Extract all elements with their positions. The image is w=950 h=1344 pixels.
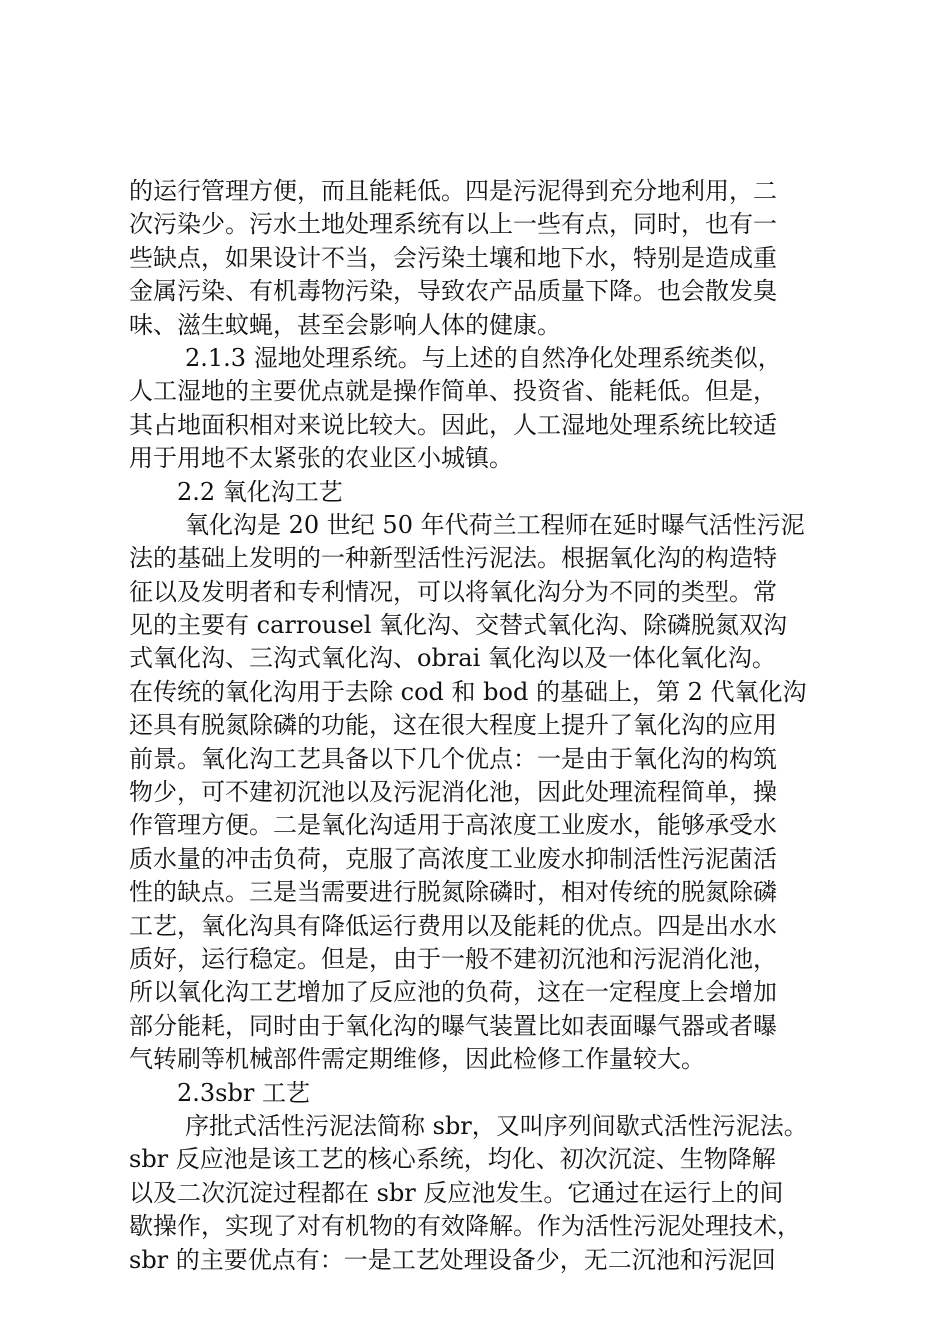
text-line: 式氧化沟、三沟式氧化沟、obrai 氧化沟以及一体化氧化沟。 <box>129 644 776 673</box>
text-line: 还具有脱氮除磷的功能，这在很大程度上提升了氧化沟的应用 <box>129 711 777 740</box>
section-heading-22: 2.2 氧化沟工艺 <box>177 477 343 506</box>
body-text <box>129 175 849 1277</box>
text-line: 所以氧化沟工艺增加了反应池的负荷，这在一定程度上会增加 <box>129 978 777 1007</box>
text-line: 人工湿地的主要优点就是操作简单、投资省、能耗低。但是， <box>129 377 777 406</box>
text-line: 征以及发明者和专利情况，可以将氧化沟分为不同的类型。常 <box>129 577 777 606</box>
text-line: 味、滋生蚊蝇，甚至会影响人体的健康。 <box>129 310 561 339</box>
text-line: 其占地面积相对来说比较大。因此，人工湿地处理系统比较适 <box>129 410 777 439</box>
text-line: 气转刷等机械部件需定期维修，因此检修工作量较大。 <box>129 1045 705 1074</box>
section-heading-23: 2.3sbr 工艺 <box>177 1078 310 1107</box>
text-line: 部分能耗，同时由于氧化沟的曝气装置比如表面曝气器或者曝 <box>129 1011 777 1040</box>
text-line: 序批式活性污泥法简称 sbr，又叫序列间歇式活性污泥法。 <box>185 1111 808 1140</box>
text-line: 前景。氧化沟工艺具备以下几个优点：一是由于氧化沟的构筑 <box>129 744 777 773</box>
text-line: 歇操作，实现了对有机物的有效降解。作为活性污泥处理技术， <box>129 1212 801 1241</box>
text-line: 的运行管理方便，而且能耗低。四是污泥得到充分地利用，二 <box>129 177 777 205</box>
text-line: 些缺点，如果设计不当，会污染土壤和地下水，特别是造成重 <box>129 243 777 272</box>
text-line: 性的缺点。三是当需要进行脱氮除磷时，相对传统的脱氮除磷 <box>129 878 777 907</box>
text-line: 金属污染、有机毒物污染，导致农产品质量下降。也会散发臭 <box>129 277 777 306</box>
text-line: 质水量的冲击负荷，克服了高浓度工业废水抑制活性污泥菌活 <box>129 844 777 873</box>
text-line: 法的基础上发明的一种新型活性污泥法。根据氧化沟的构造特 <box>129 544 777 573</box>
text-line: 用于用地不太紧张的农业区小城镇。 <box>129 444 513 473</box>
text-line: 以及二次沉淀过程都在 sbr 反应池发生。它通过在运行上的间 <box>129 1178 784 1207</box>
text-line: sbr 的主要优点有：一是工艺处理设备少，无二沉池和污泥回 <box>129 1245 776 1274</box>
text-line: 物少，可不建初沉池以及污泥消化池，因此处理流程简单，操 <box>129 778 777 807</box>
text-line: 次污染少。污水土地处理系统有以上一些有点，同时，也有一 <box>129 210 777 239</box>
text-line: sbr 反应池是该工艺的核心系统，均化、初次沉淀、生物降解 <box>129 1145 776 1174</box>
text-line: 质好，运行稳定。但是，由于一般不建初沉池和污泥消化池， <box>129 944 777 973</box>
text-line: 在传统的氧化沟用于去除 cod 和 bod 的基础上，第 2 代氧化沟 <box>129 677 807 706</box>
text-line: 氧化沟是 20 世纪 50 年代荷兰工程师在延时曝气活性污泥 <box>185 510 805 539</box>
section-213-first-line: 2.1.3 湿地处理系统。与上述的自然净化处理系统类似， <box>185 343 782 372</box>
text-line: 工艺，氧化沟具有降低运行费用以及能耗的优点。四是出水水 <box>129 911 777 940</box>
text-line: 作管理方便。二是氧化沟适用于高浓度工业废水，能够承受水 <box>129 811 777 840</box>
text-line: 见的主要有 carrousel 氧化沟、交替式氧化沟、除磷脱氮双沟 <box>129 611 788 640</box>
